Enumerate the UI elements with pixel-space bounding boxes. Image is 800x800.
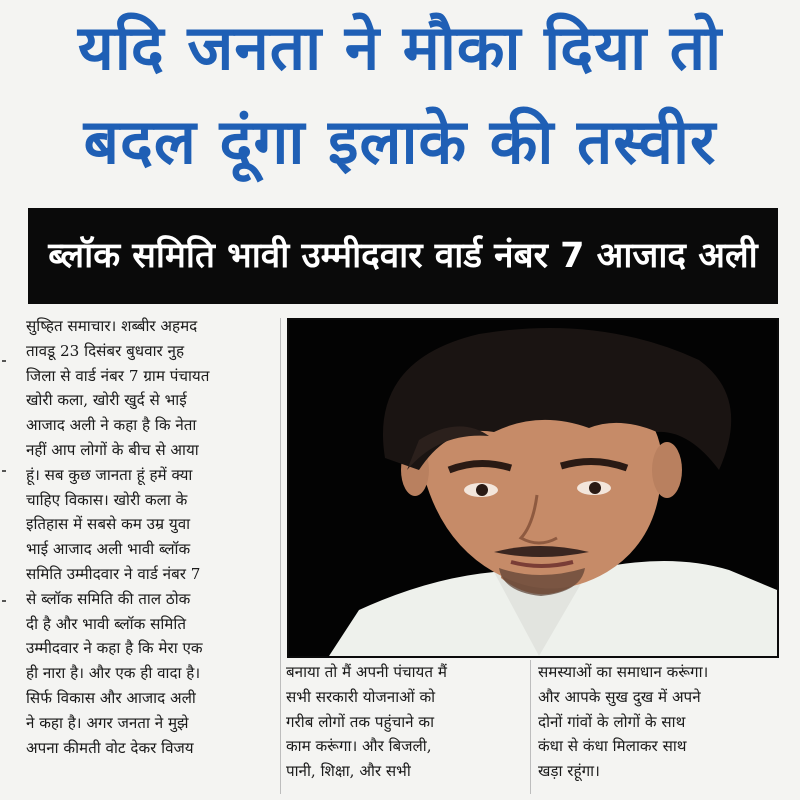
text-line: दी है और भावी ब्लॉक समिति	[26, 614, 186, 633]
text-line: तावडू 23 दिसंबर बुधवार नुह	[26, 341, 185, 360]
text-line: अपना कीमती वोट देकर विजय	[26, 738, 194, 757]
pupil-right	[589, 482, 601, 494]
candidate-photo	[287, 318, 779, 658]
text-line: खोरी कला, खोरी खुर्द से भाई	[26, 391, 187, 410]
text-line: भाई आजाद अली भावी ब्लॉक	[26, 540, 191, 559]
portrait-illustration	[289, 320, 777, 656]
article-column-2	[286, 660, 524, 792]
pupil-left	[476, 484, 488, 496]
text-line: जिला से वार्ड नंबर 7 ग्राम पंचायत	[26, 366, 210, 385]
text-line: खड़ा रहूंगा।	[538, 762, 600, 781]
headline-line-2: बदल दूंगा इलाके की तस्वीर	[83, 105, 717, 178]
text-line: सिर्फ विकास और आजाद अली	[26, 688, 196, 707]
text-line: गरीब लोगों तक पहुंचाने का	[286, 712, 435, 731]
text-line: चाहिए विकास। खोरी कला के	[26, 490, 188, 509]
text-line: समिति उम्मीदवार ने वार्ड नंबर 7	[26, 564, 201, 583]
edge-mark	[2, 360, 6, 362]
headline-line-1: यदि जनता ने मौका दिया तो	[77, 11, 723, 84]
text-line: और आपके सुख दुख में अपने	[538, 687, 701, 706]
text-line: से ब्लॉक समिति की ताल ठोक	[26, 589, 191, 608]
text-line: काम करूंगा। और बिजली,	[286, 737, 432, 756]
text-line: समस्याओं का समाधान करूंगा।	[538, 663, 709, 681]
article-column-3	[538, 660, 778, 792]
text-line: ही नारा है। और एक ही वादा है।	[26, 664, 201, 683]
text-line: ने कहा है। अगर जनता ने मुझे	[26, 713, 189, 732]
article-column-1	[26, 314, 276, 794]
text-line: सुष्हित समाचार। शब्बीर अहमद	[26, 317, 198, 335]
column-divider	[280, 318, 281, 794]
text-line: पानी, शिक्षा, और सभी	[286, 762, 411, 781]
subheadline-bar: ब्लॉक समिति भावी उम्मीदवार वार्ड नंबर 7 आजाद अली	[28, 208, 778, 304]
text-line: हूं। सब कुछ जानता हूं हमें क्या	[26, 465, 193, 484]
text-line: कंधा से कंधा मिलाकर साथ	[538, 737, 687, 756]
text-line: बनाया तो मैं अपनी पंचायत मैं	[286, 663, 447, 681]
text-line: सभी सरकारी योजनाओं को	[286, 687, 436, 706]
ear-right	[652, 442, 682, 498]
edge-mark	[2, 470, 6, 472]
text-line: उम्मीदवार ने कहा है कि मेरा एक	[26, 639, 203, 658]
edge-mark	[2, 600, 6, 602]
text-line: इतिहास में सबसे कम उम्र युवा	[26, 515, 191, 534]
column-divider	[530, 660, 531, 794]
text-line: आजाद अली ने कहा है कि नेता	[26, 416, 197, 435]
text-line: नहीं आप लोगों के बीच से आया	[26, 440, 199, 459]
text-line: दोनों गांवों के लोगों के साथ	[538, 712, 686, 731]
